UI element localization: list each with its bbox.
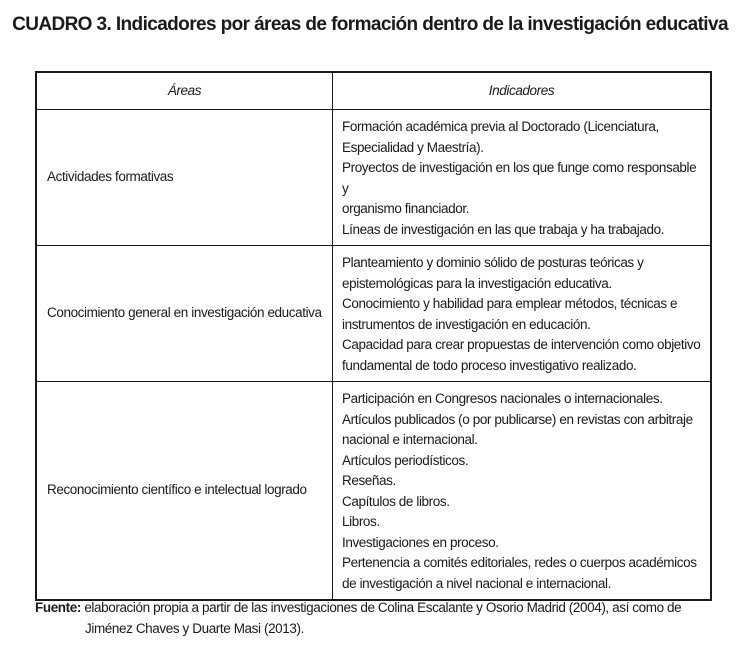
indicators-cell bbox=[333, 110, 712, 246]
indicator-line: Artículos periodísticos. bbox=[342, 452, 469, 468]
indicator-line: instrumentos de investigación en educación. bbox=[342, 316, 591, 332]
area-cell: Reconocimiento científico e intelectual logrado bbox=[36, 382, 333, 601]
table-title-label: CUADRO 3. bbox=[12, 14, 112, 35]
indicator-line: Artículos publicados (o por publicarse) en revistas con arbitraje bbox=[342, 411, 693, 427]
area-cell: Conocimiento general en investigación educativa bbox=[36, 246, 333, 382]
indicator-line: organismo financiador. bbox=[342, 201, 470, 216]
table-title bbox=[0, 14, 740, 36]
table-header-row bbox=[36, 72, 711, 110]
indicator-line: Capítulos de libros. bbox=[342, 493, 450, 509]
indicator-line: Participación en Congresos nacionales o internacionales. bbox=[342, 391, 663, 406]
table-row bbox=[36, 382, 711, 601]
indicator-line: Formación académica previa al Doctorado (Licenciatura, bbox=[342, 119, 659, 134]
indicator-line: Proyectos de investigación en los que funge como responsable y bbox=[342, 160, 697, 196]
indicator-line: epistemológicas para la investigación educativa. bbox=[342, 275, 612, 291]
indicator-line: Libros. bbox=[342, 514, 380, 529]
indicator-line: Conocimiento y habilidad para emplear métodos, técnicas e bbox=[342, 296, 678, 311]
indicator-line: Pertenencia a comités editoriales, redes o cuerpos académicos bbox=[342, 555, 697, 570]
indicator-line: Reseñas. bbox=[342, 473, 396, 488]
source-note bbox=[35, 598, 715, 639]
indicator-line: de investigación a nivel nacional e internacional. bbox=[342, 575, 611, 591]
indicator-line: Líneas de investigación en las que trabaja y ha trabajado. bbox=[342, 221, 665, 237]
indicators-cell bbox=[333, 246, 712, 382]
indicator-line: Especialidad y Maestría). bbox=[342, 139, 484, 155]
source-label: Fuente: bbox=[35, 600, 81, 615]
table-row bbox=[36, 110, 711, 246]
column-header-areas: Áreas bbox=[36, 72, 333, 110]
source-text-continued: Jiménez Chaves y Duarte Masi (2013). bbox=[85, 620, 304, 636]
indicator-line: fundamental de todo proceso investigativo realizado. bbox=[342, 357, 637, 373]
source-text: elaboración propia a partir de las investigaciones de Colina Escalante y Osorio Madrid (2004), así como de bbox=[84, 600, 682, 615]
indicators-table bbox=[35, 71, 712, 601]
indicator-line: Investigaciones en proceso. bbox=[342, 534, 499, 550]
indicator-line: Planteamiento y dominio sólido de posturas teóricas y bbox=[342, 255, 644, 270]
indicator-line: nacional e internacional. bbox=[342, 432, 478, 447]
indicator-line: Capacidad para crear propuestas de intervención como objetivo bbox=[342, 337, 701, 352]
area-cell: Actividades formativas bbox=[36, 110, 333, 246]
indicators-cell bbox=[333, 382, 712, 601]
table-title-text: Indicadores por áreas de formación dentro de la investigación educativa bbox=[115, 14, 728, 35]
table-row bbox=[36, 246, 711, 382]
column-header-indicators: Indicadores bbox=[333, 72, 712, 110]
